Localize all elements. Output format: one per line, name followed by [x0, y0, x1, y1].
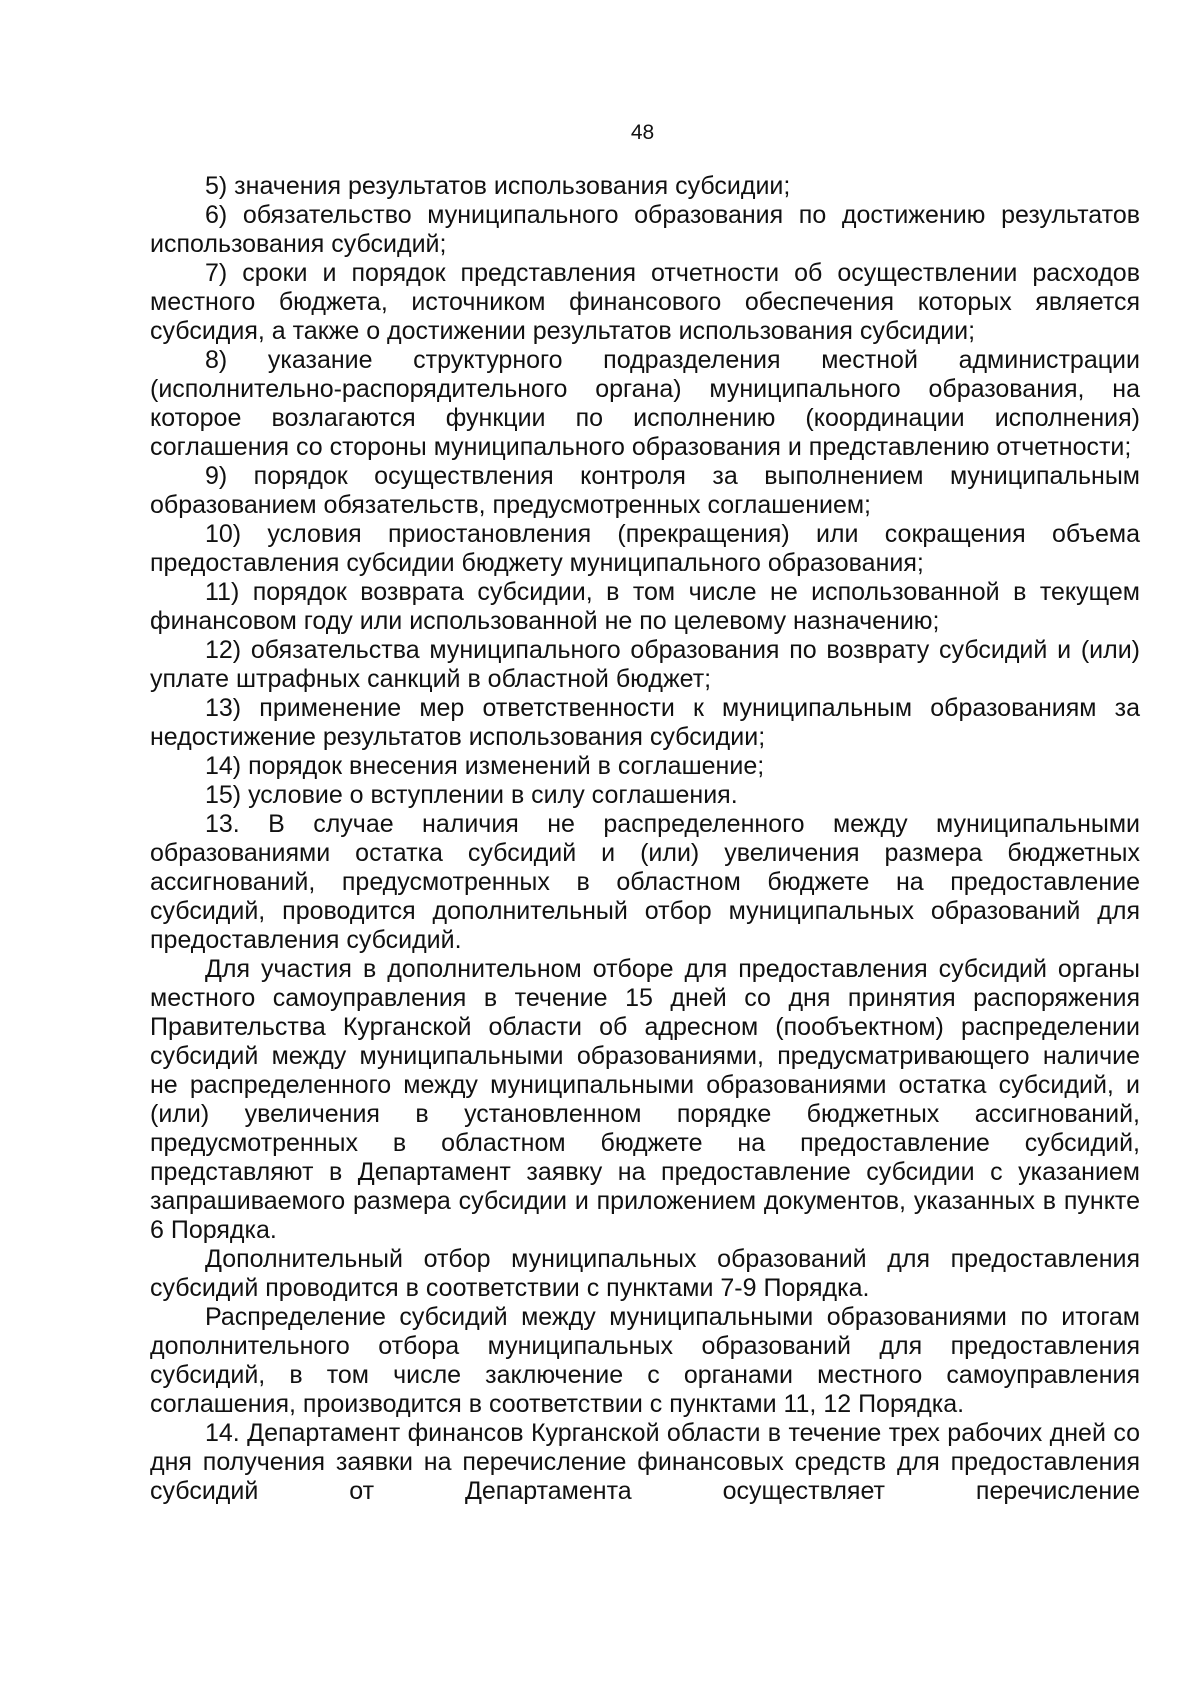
paragraph-item-10: 10) условия приостановления (прекращения) или сокращения объема предоставления субсидии бюджету муниципального образования;	[150, 520, 1140, 577]
paragraph-item-12: 12) обязательства муниципального образования по возврату субсидий и (или) уплате штрафных санкций в областной бюджет;	[150, 636, 1140, 693]
paragraph-item-15: 15) условие о вступлении в силу соглашения.	[205, 781, 738, 809]
paragraph-additional-selection-procedure: Дополнительный отбор муниципальных образований для предоставления субсидий проводится в соответствии с пунктами 7-9 Порядка.	[150, 1245, 1140, 1302]
paragraph-item-6: 6) обязательство муниципального образования по достижению результатов использования субсидий;	[150, 201, 1140, 258]
page-number: 48	[630, 121, 655, 144]
paragraph-clause-13: 13. В случае наличия не распределенного между муниципальными образованиями остатка субсидий и (или) увеличения размера бюджетных ассигнований, предусмотренных в областном бюджете на предоставление субсидий, проводится дополнительный отбор муниципальных образований для предоставления субсидий.	[150, 810, 1140, 954]
paragraph-item-8: 8) указание структурного подразделения местной администрации (исполнительно-распорядительного органа) муниципального образования, на которое возлагаются функции по исполнению (координации исполнения) соглашения со стороны муниципального образования и представлению отчетности;	[150, 346, 1140, 461]
paragraph-additional-selection-participation: Для участия в дополнительном отборе для предоставления субсидий органы местного самоуправления в течение 15 дней со дня принятия распоряжения Правительства Курганской области об адресном (пообъектном) распределении субсидий между муниципальными образованиями, предусматривающего наличие не распределенного между муниципальными образованиями остатка субсидий, и (или) увеличения в установленном порядке бюджетных ассигнований, предусмотренных в областном бюджете на предоставление субсидий, представляют в Департамент заявку на предоставление субсидии с указанием запрашиваемого размера субсидии и приложением документов, указанных в пункте 6 Порядка.	[150, 955, 1140, 1244]
paragraph-item-7: 7) сроки и порядок представления отчетности об осуществлении расходов местного бюджета, источником финансового обеспечения которых является субсидия, а также о достижении результатов использования субсидии;	[150, 259, 1140, 345]
paragraph-clause-14: 14. Департамент финансов Курганской области в течение трех рабочих дней со дня получения заявки на перечисление финансовых средств для предоставления субсидий от Департамента осуществляет перечисление	[150, 1419, 1140, 1505]
paragraph-item-14: 14) порядок внесения изменений в соглашение;	[205, 752, 765, 780]
paragraph-item-13: 13) применение мер ответственности к муниципальным образованиям за недостижение результатов использования субсидии;	[150, 694, 1140, 751]
paragraph-subsidy-distribution: Распределение субсидий между муниципальными образованиями по итогам дополнительного отбора муниципальных образований для предоставления субсидий, в том числе заключение с органами местного самоуправления соглашения, производится в соответствии с пунктами 11, 12 Порядка.	[150, 1303, 1140, 1418]
document-body	[150, 172, 1140, 1506]
paragraph-item-5: 5) значения результатов использования субсидии;	[205, 172, 791, 200]
paragraph-item-9: 9) порядок осуществления контроля за выполнением муниципальным образованием обязательств, предусмотренных соглашением;	[150, 462, 1140, 519]
paragraph-item-11: 11) порядок возврата субсидии, в том числе не использованной в текущем финансовом году или использованной не по целевому назначению;	[150, 578, 1140, 635]
